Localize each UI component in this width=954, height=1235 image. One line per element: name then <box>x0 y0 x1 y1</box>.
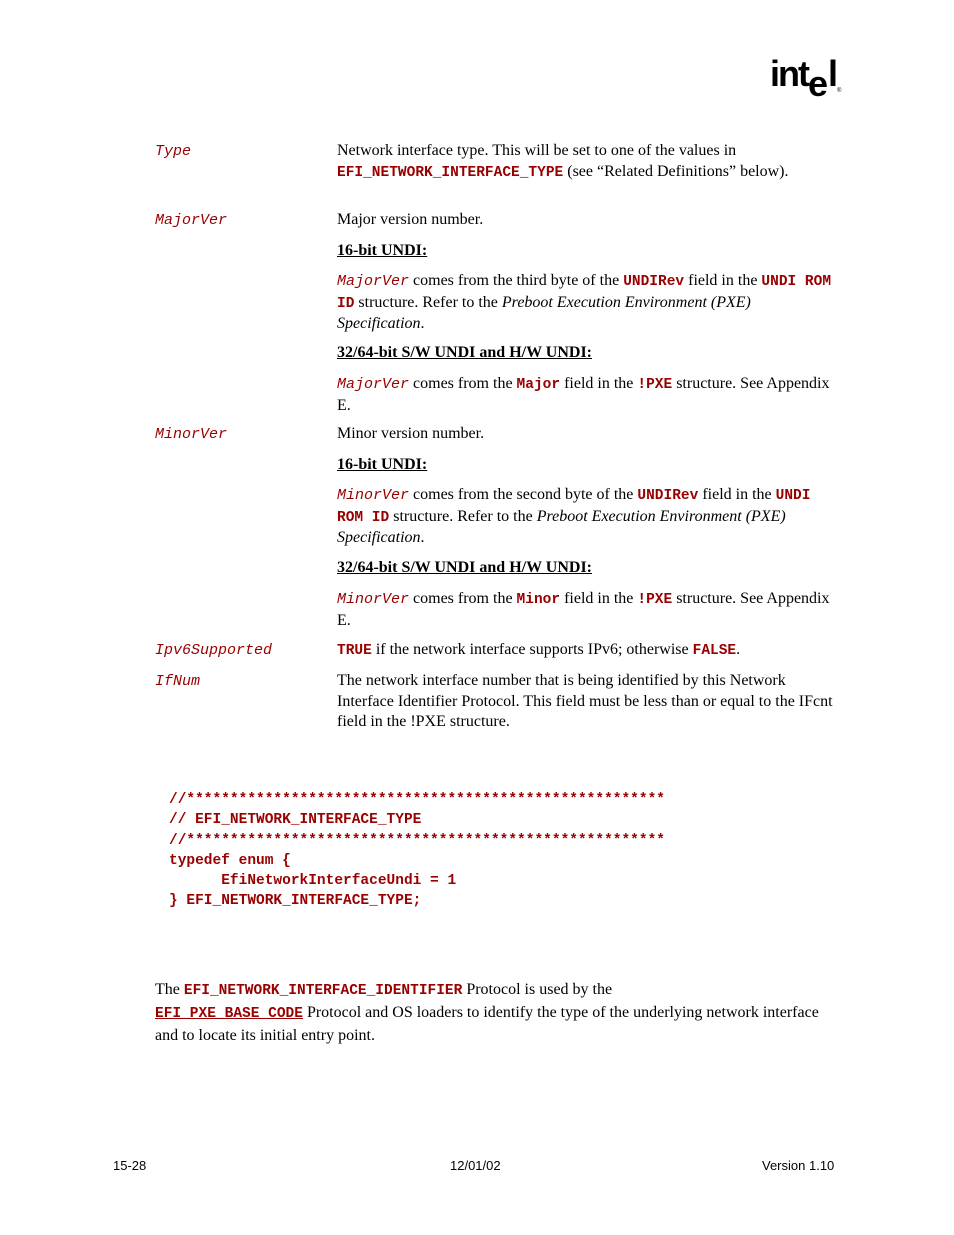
minorver-32bit-paragraph: MinorVer comes from the Minor field in the !PXE structure. See Appendix E. <box>337 590 830 629</box>
intel-logo <box>770 58 842 107</box>
subheading-16bit-major: 16-bit UNDI: <box>337 242 428 259</box>
code-line: } EFI_NETWORK_INTERFACE_TYPE; <box>169 893 422 910</box>
efi-pxe-base-code-link[interactable]: EFI_PXE_BASE_CODE <box>155 1006 303 1022</box>
svg-text:int: int <box>770 58 808 94</box>
term-type: Type <box>155 143 192 160</box>
subheading-16bit-minor: 16-bit UNDI: <box>337 456 428 473</box>
term-minorver: MinorVer <box>155 426 228 443</box>
term-ipv6supported: Ipv6Supported <box>155 642 273 659</box>
desc-ipv6supported: TRUE if the network interface supports IPv6; otherwise FALSE. <box>337 641 741 659</box>
term-majorver: MajorVer <box>155 212 228 229</box>
svg-text:e: e <box>808 63 829 102</box>
svg-text:®: ® <box>837 88 842 94</box>
majorver-16bit-paragraph: MajorVer comes from the third byte of the UNDIRev field in the UNDI ROM ID structure. Refer to the Preboot Execution Environment (PXE) Specification. <box>337 272 832 332</box>
desc-ifnum: The network interface number that is being identified by this Network Interface Identifier Protocol. This field must be less than or equal to the IFcnt field in the !PXE structure. <box>337 672 833 730</box>
description-paragraph: The EFI_NETWORK_INTERFACE_IDENTIFIER Protocol is used by the EFI_PXE_BASE_CODE Protocol and OS loaders to identify the type of the underlying network interface and to locate its initial entry point. <box>155 981 819 1044</box>
code-block <box>169 790 665 912</box>
footer-version: Version 1.10 <box>762 1158 835 1173</box>
footer-page-number: 15-28 <box>113 1158 147 1173</box>
code-line: //******************************************************* <box>169 792 665 808</box>
subheading-32bit-minor: 32/64-bit S/W UNDI and H/W UNDI: <box>337 559 593 576</box>
term-ifnum: IfNum <box>155 673 201 690</box>
code-line: // EFI_NETWORK_INTERFACE_TYPE <box>169 812 422 829</box>
code-line: typedef enum { <box>169 852 291 869</box>
majorver-32bit-paragraph: MajorVer comes from the Major field in the !PXE structure. See Appendix E. <box>337 375 830 414</box>
svg-text:l: l <box>828 58 839 94</box>
code-line: //******************************************************* <box>169 832 665 849</box>
code-line: EfiNetworkInterfaceUndi = 1 <box>169 873 457 890</box>
desc-type: Network interface type. This will be set to one of the values in EFI_NETWORK_INTERFACE_TYPE (see “Related Definitions” below). <box>337 142 789 181</box>
subheading-32bit-major: 32/64-bit S/W UNDI and H/W UNDI: <box>337 344 593 361</box>
desc-minorver: Minor version number. <box>337 425 485 442</box>
minorver-16bit-paragraph: MinorVer comes from the second byte of the UNDIRev field in the UNDI ROM ID structure. Refer to the Preboot Execution Environment (PXE) Specification. <box>337 486 811 546</box>
desc-majorver: Major version number. <box>337 211 484 228</box>
footer-date: 12/01/02 <box>450 1158 501 1173</box>
